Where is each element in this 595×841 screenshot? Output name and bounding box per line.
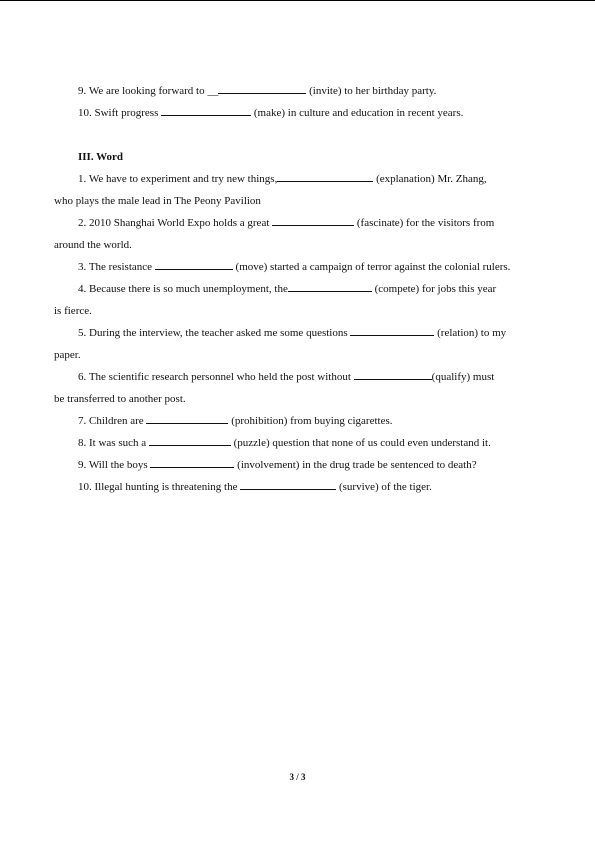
item-hint: (invite) to her birthday party. — [306, 85, 437, 97]
word-item-3 — [54, 256, 542, 278]
item-hint: (involvement) in the drug trade be sentenced to death? — [234, 459, 477, 471]
answer-blank[interactable] — [218, 83, 306, 94]
word-item-9 — [54, 454, 542, 476]
answer-blank[interactable] — [161, 105, 251, 116]
item-hint: (move) started a campaign of terror against the colonial rulers. — [232, 261, 511, 273]
item-hint: (make) in culture and education in recent years. — [251, 107, 464, 119]
item-text: Because there is so much unemployment, the — [89, 283, 288, 295]
answer-blank[interactable] — [354, 369, 432, 380]
word-item-2-continued: around the world. — [54, 239, 132, 251]
answer-blank[interactable] — [277, 171, 373, 182]
item-number: 4. — [78, 283, 87, 295]
word-item-2 — [54, 212, 542, 234]
item-text: The scientific research personnel who held the post without — [88, 371, 354, 383]
item-text: Will the boys — [88, 459, 151, 471]
item-number: 3. — [78, 261, 87, 273]
word-item-10 — [54, 476, 542, 498]
item-number: 10. — [78, 107, 92, 119]
exercise-item-9 — [54, 80, 542, 102]
item-text: During the interview, the teacher asked me some questions — [89, 327, 351, 339]
item-text: Children are — [89, 415, 147, 427]
answer-blank[interactable] — [146, 413, 228, 424]
item-number: 1. — [78, 173, 87, 185]
word-item-7 — [54, 410, 542, 432]
word-item-6-continued: be transferred to another post. — [54, 393, 186, 405]
item-hint: (compete) for jobs this year — [371, 283, 497, 295]
word-item-1-continued: who plays the male lead in The Peony Pavilion — [54, 195, 261, 207]
answer-blank[interactable] — [288, 281, 372, 292]
answer-blank[interactable] — [350, 325, 434, 336]
item-hint: (survive) of the tiger. — [336, 481, 432, 493]
item-number: 2. — [78, 217, 87, 229]
word-item-4-continued: is fierce. — [54, 305, 92, 317]
item-number: 8. — [78, 437, 87, 449]
top-rule — [0, 0, 595, 1]
blank-prefix: __ — [207, 85, 219, 97]
item-number: 5. — [78, 327, 87, 339]
item-number: 10. — [78, 481, 92, 493]
item-hint: (explanation) Mr. Zhang, — [373, 173, 487, 185]
word-item-8 — [54, 432, 542, 454]
answer-blank[interactable] — [240, 479, 336, 490]
word-item-6 — [54, 366, 542, 388]
item-hint: (fascinate) for the visitors from — [354, 217, 495, 229]
word-item-5-continued: paper. — [54, 349, 81, 361]
item-text: We are looking forward to — [88, 85, 208, 97]
item-text: Illegal hunting is threatening the — [94, 481, 241, 493]
word-item-1 — [54, 168, 542, 190]
answer-blank[interactable] — [155, 259, 233, 270]
word-item-5 — [54, 322, 542, 344]
worksheet-page — [54, 80, 542, 498]
item-number: 7. — [78, 415, 87, 427]
item-hint: (puzzle) question that none of us could even understand it. — [230, 437, 491, 449]
answer-blank[interactable] — [149, 435, 231, 446]
item-number: 9. — [78, 459, 87, 471]
item-number: 6. — [78, 371, 87, 383]
item-number: 9. — [78, 85, 87, 97]
answer-blank[interactable] — [150, 457, 234, 468]
item-hint: (relation) to my — [434, 327, 507, 339]
item-hint: (qualify) must — [431, 371, 495, 383]
item-text: We have to experiment and try new things, — [88, 173, 278, 185]
item-text: 2010 Shanghai World Expo holds a great — [89, 217, 273, 229]
answer-blank[interactable] — [272, 215, 354, 226]
exercise-item-10 — [54, 102, 542, 124]
item-hint: (prohibition) from buying cigarettes. — [228, 415, 393, 427]
page-number: 3 / 3 — [289, 772, 306, 782]
word-item-4 — [54, 278, 542, 300]
section-title: III. Word — [78, 151, 124, 163]
item-text: The resistance — [88, 261, 155, 273]
item-text: It was such a — [89, 437, 149, 449]
item-text: Swift progress — [94, 107, 162, 119]
